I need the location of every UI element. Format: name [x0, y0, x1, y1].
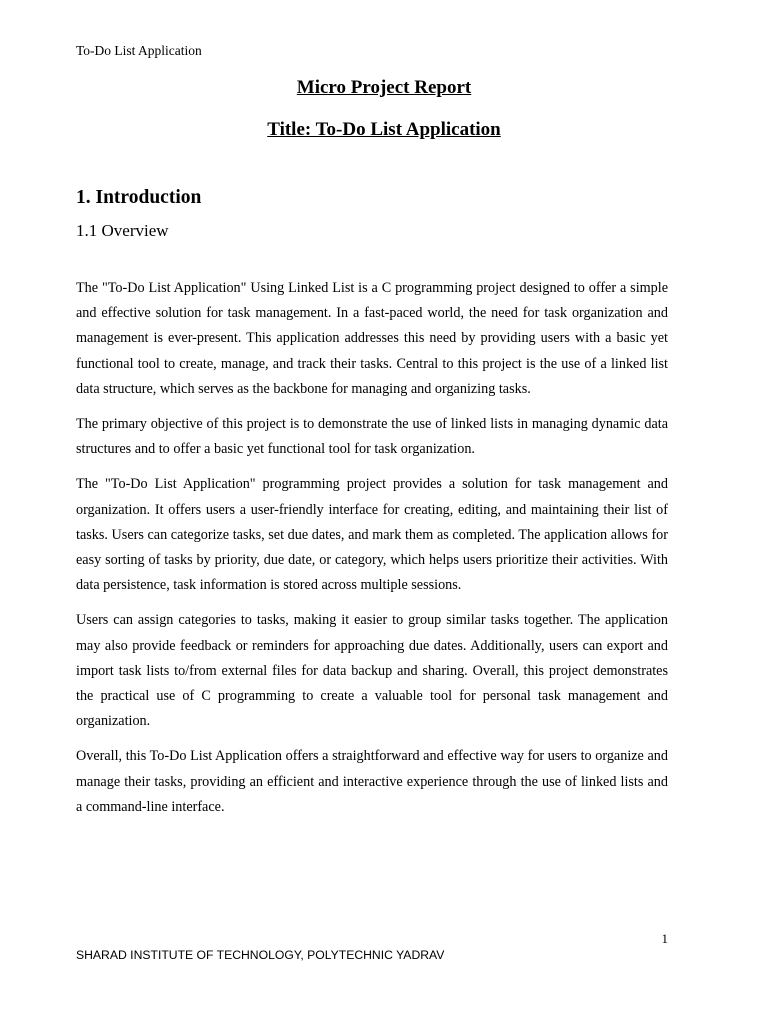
running-header: To-Do List Application [76, 43, 202, 58]
paragraph-3: The "To-Do List Application" programming project provides a solution for task management and organization. It offers users a user-friendly interface for creating, editing, and maintaining their list of tasks. Users can categorize tasks, set due dates, and mark them as completed. The application allows for easy sorting of tasks by priority, due date, or category, which helps users prioritize their activities. With data persistence, task information is stored across multiple sessions. [76, 476, 668, 594]
paragraph-1: The "To-Do List Application" Using Linked List is a C programming project designed to offer a simple and effective solution for task management. In a fast-paced world, the need for task organization and management is ever-present. This application addresses this need by providing users with a basic yet functional tool to create, manage, and track their tasks. Central to this project is the use of a linked list data structure, which serves as the backbone for managing and organizing tasks. [76, 280, 668, 397]
paragraph-2: The primary objective of this project is to demonstrate the use of linked lists in managing dynamic data structures and to offer a basic yet functional tool for task organization. [76, 416, 668, 458]
section-heading-introduction: 1. Introduction [76, 187, 202, 208]
paragraph-4: Users can assign categories to tasks, making it easier to group similar tasks together. The application may also provide feedback or reminders for approaching due dates. Additionally, users can export and import task lists to/from external files for data backup and sharing. Overall, this project demonstrates the practical use of C programming to create a valuable tool for personal task management and organization. [76, 612, 668, 730]
page-number: 1 [661, 931, 668, 946]
subsection-heading-overview: 1.1 Overview [76, 221, 169, 240]
body-text [76, 276, 668, 830]
report-title: Micro Project Report [296, 77, 472, 98]
footer-institution: SHARAD INSTITUTE OF TECHNOLOGY, POLYTECHNIC YADRAV [76, 948, 445, 962]
paragraph-5: Overall, this To-Do List Application offers a straightforward and effective way for users to organize and manage their tasks, providing an efficient and interactive experience through the use of linked lists and a command-line interface. [76, 748, 668, 815]
project-title: Title: To-Do List Application [267, 119, 501, 140]
